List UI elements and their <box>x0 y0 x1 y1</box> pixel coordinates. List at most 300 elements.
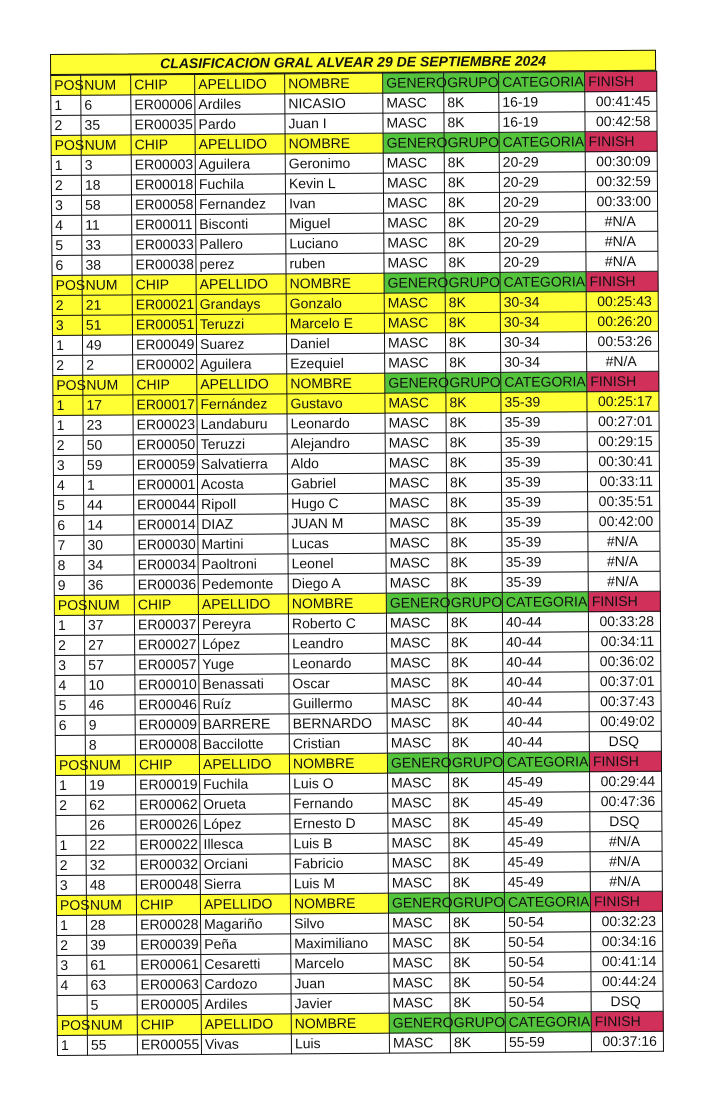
cell-finish: 00:37:43 <box>589 691 661 712</box>
cell-categoria: 35-39 <box>502 532 588 553</box>
cell-nombre: Alejandro <box>287 433 385 454</box>
cell-chip: ER00021 <box>132 294 196 314</box>
cell-pos: 2 <box>57 935 87 955</box>
cell-num: 59 <box>83 455 133 475</box>
header-genero: GENERO <box>389 1013 450 1033</box>
cell-apellido: Sierra <box>200 874 290 895</box>
cell-genero: MASC <box>385 433 446 453</box>
cell-pos: 2 <box>52 295 82 315</box>
cell-categoria: 50-54 <box>505 912 591 933</box>
cell-apellido: Orueta <box>200 794 290 815</box>
cell-finish: 00:30:41 <box>587 451 659 472</box>
cell-finish: 00:25:17 <box>587 391 659 412</box>
cell-num: 19 <box>86 775 136 795</box>
cell-grupo: 8K <box>445 212 500 232</box>
cell-pos: 2 <box>53 435 83 455</box>
cell-genero: MASC <box>386 493 447 513</box>
cell-pos: 1 <box>51 155 81 175</box>
cell-genero: MASC <box>389 933 450 953</box>
cell-nombre: Gabriel <box>287 473 385 494</box>
header-categoria: CATEGORIA <box>500 272 586 293</box>
cell-nombre: Leonel <box>288 553 386 574</box>
cell-apellido: perez <box>196 254 286 275</box>
cell-genero: MASC <box>388 813 449 833</box>
cell-pos: 4 <box>57 975 87 995</box>
cell-chip: ER00006 <box>131 94 195 114</box>
cell-pos: 4 <box>52 215 82 235</box>
cell-grupo: 8K <box>450 972 505 992</box>
header-apellido: APELLIDO <box>199 754 289 775</box>
cell-chip: ER00005 <box>137 994 201 1014</box>
sheet-title: CLASIFICACION GRAL ALVEAR 29 DE SEPTIEMBRE 2024 <box>50 50 656 75</box>
cell-grupo: 8K <box>445 232 500 252</box>
cell-grupo: 8K <box>445 292 500 312</box>
cell-num: 21 <box>82 295 132 315</box>
cell-pos: 8 <box>54 555 84 575</box>
cell-finish: 00:30:09 <box>585 151 657 172</box>
results-sheet <box>50 50 663 1056</box>
cell-categoria: 20-29 <box>500 212 586 233</box>
cell-apellido: López <box>199 634 289 655</box>
cell-apellido: Baccilotte <box>199 734 289 755</box>
cell-finish: 00:37:16 <box>591 1031 663 1052</box>
cell-genero: MASC <box>385 353 446 373</box>
header-grupo: GRUPO <box>450 1012 505 1032</box>
cell-finish: 00:36:02 <box>589 651 661 672</box>
cell-grupo: 8K <box>450 912 505 932</box>
cell-genero: MASC <box>387 673 448 693</box>
cell-chip: ER00039 <box>137 934 201 954</box>
cell-finish: 00:41:45 <box>585 91 657 112</box>
cell-grupo: 8K <box>447 572 502 592</box>
cell-finish: 00:41:14 <box>591 951 663 972</box>
cell-num: 37 <box>84 615 134 635</box>
cell-num: 14 <box>84 515 134 535</box>
cell-apellido: Magariño <box>201 914 291 935</box>
header-nombre: NOMBRE <box>289 753 387 774</box>
cell-chip: ER00018 <box>131 174 195 194</box>
header-nombre: NOMBRE <box>285 133 383 154</box>
header-genero: GENERO <box>383 73 444 93</box>
cell-genero: MASC <box>385 453 446 473</box>
cell-apellido: Fuchila <box>200 774 290 795</box>
cell-nombre: Leandro <box>289 633 387 654</box>
cell-nombre: Silvo <box>291 913 389 934</box>
cell-chip: ER00035 <box>131 114 195 134</box>
cell-categoria: 30-34 <box>501 352 587 373</box>
cell-pos: 1 <box>56 835 86 855</box>
cell-genero: MASC <box>387 733 448 753</box>
cell-categoria: 40-44 <box>503 672 589 693</box>
cell-grupo: 8K <box>446 432 501 452</box>
header-categoria: CATEGORIA <box>505 1012 591 1033</box>
header-pos: POS <box>54 595 84 615</box>
cell-finish: 00:42:00 <box>588 511 660 532</box>
cell-grupo: 8K <box>446 352 501 372</box>
cell-nombre: Leonardo <box>287 413 385 434</box>
cell-num: 51 <box>82 315 132 335</box>
cell-chip: ER00057 <box>135 654 199 674</box>
cell-categoria: 40-44 <box>503 632 589 653</box>
header-nombre: NOMBRE <box>290 893 388 914</box>
header-finish: FINISH <box>591 1011 663 1032</box>
cell-grupo: 8K <box>448 652 503 672</box>
cell-apellido: Fuchila <box>195 174 285 195</box>
cell-categoria: 40-44 <box>502 612 588 633</box>
cell-pos: 1 <box>56 775 86 795</box>
cell-nombre: NICASIO <box>285 93 383 114</box>
header-genero: GENERO <box>388 893 449 913</box>
cell-finish: 00:27:01 <box>587 411 659 432</box>
cell-finish: 00:37:01 <box>589 671 661 692</box>
cell-grupo: 8K <box>446 412 501 432</box>
header-grupo: GRUPO <box>444 132 499 152</box>
cell-apellido: Pereyra <box>198 614 288 635</box>
cell-finish: 00:34:11 <box>589 631 661 652</box>
cell-categoria: 45-49 <box>504 812 590 833</box>
cell-chip: ER00008 <box>135 734 199 754</box>
cell-apellido: Ripoll <box>198 494 288 515</box>
cell-chip: ER00011 <box>132 214 196 234</box>
cell-nombre: Luis M <box>290 873 388 894</box>
cell-pos: 1 <box>52 335 82 355</box>
cell-nombre: Marcelo <box>291 953 389 974</box>
cell-genero: MASC <box>389 953 450 973</box>
cell-pos: 6 <box>55 715 85 735</box>
cell-apellido: Suarez <box>196 334 286 355</box>
cell-categoria: 20-29 <box>500 232 586 253</box>
cell-num: 5 <box>87 995 137 1015</box>
cell-apellido: Teruzzi <box>196 314 286 335</box>
header-genero: GENERO <box>387 753 448 773</box>
cell-grupo: 8K <box>447 492 502 512</box>
header-num: NUM <box>81 135 131 155</box>
cell-grupo: 8K <box>448 712 503 732</box>
cell-nombre: Juan <box>291 973 389 994</box>
cell-chip: ER00028 <box>137 914 201 934</box>
cell-pos: 7 <box>54 535 84 555</box>
header-nombre: NOMBRE <box>291 1013 389 1034</box>
cell-genero: MASC <box>384 293 445 313</box>
cell-pos: 2 <box>53 355 83 375</box>
cell-apellido: DIAZ <box>198 514 288 535</box>
cell-pos: 2 <box>51 115 81 135</box>
cell-nombre: Marcelo E <box>286 313 384 334</box>
cell-apellido: Fernández <box>197 394 287 415</box>
cell-grupo: 8K <box>448 732 503 752</box>
cell-categoria: 45-49 <box>504 832 590 853</box>
cell-apellido: Pallero <box>196 234 286 255</box>
cell-chip: ER00017 <box>133 394 197 414</box>
cell-nombre: Ezequiel <box>287 353 385 374</box>
cell-categoria: 35-39 <box>501 392 587 413</box>
cell-nombre: Geronimo <box>285 153 383 174</box>
cell-num: 6 <box>81 95 131 115</box>
cell-pos: 3 <box>57 955 87 975</box>
cell-categoria: 50-54 <box>505 972 591 993</box>
cell-genero: MASC <box>389 973 450 993</box>
cell-num: 61 <box>87 955 137 975</box>
cell-nombre: Juan I <box>285 113 383 134</box>
cell-categoria: 30-34 <box>500 332 586 353</box>
cell-num: 8 <box>85 735 135 755</box>
cell-nombre: ruben <box>286 253 384 274</box>
cell-apellido: Benassati <box>199 674 289 695</box>
cell-finish: 00:44:24 <box>591 971 663 992</box>
cell-genero: MASC <box>385 473 446 493</box>
results-table <box>50 71 664 1056</box>
cell-finish: #N/A <box>588 551 660 572</box>
cell-pos: 6 <box>52 255 82 275</box>
header-genero: GENERO <box>385 373 446 393</box>
cell-num: 34 <box>84 555 134 575</box>
cell-grupo: 8K <box>447 512 502 532</box>
cell-finish: 00:33:00 <box>585 191 657 212</box>
cell-apellido: Ardiles <box>201 994 291 1015</box>
cell-nombre: Fernando <box>290 793 388 814</box>
cell-apellido: Illesca <box>200 834 290 855</box>
cell-pos <box>55 735 85 755</box>
cell-num: 39 <box>87 935 137 955</box>
cell-pos: 5 <box>54 495 84 515</box>
cell-pos <box>56 815 86 835</box>
cell-genero: MASC <box>389 1033 450 1053</box>
header-genero: GENERO <box>383 133 444 153</box>
cell-chip: ER00058 <box>131 194 195 214</box>
cell-pos: 3 <box>56 875 86 895</box>
cell-categoria: 35-39 <box>501 432 587 453</box>
cell-grupo: 8K <box>449 852 504 872</box>
cell-categoria: 35-39 <box>502 512 588 533</box>
cell-apellido: Pardo <box>195 114 285 135</box>
cell-nombre: Lucas <box>288 533 386 554</box>
cell-nombre: Javier <box>291 993 389 1014</box>
cell-num: 2 <box>83 355 133 375</box>
cell-nombre: Luis <box>291 1033 389 1054</box>
header-chip: CHIP <box>135 754 199 774</box>
cell-finish: 00:42:58 <box>585 111 657 132</box>
cell-pos: 3 <box>55 655 85 675</box>
cell-chip: ER00033 <box>132 234 196 254</box>
cell-categoria: 20-29 <box>499 172 585 193</box>
cell-nombre: BERNARDO <box>289 713 387 734</box>
cell-nombre: Cristian <box>289 733 387 754</box>
cell-num: 38 <box>82 255 132 275</box>
cell-nombre: Kevin L <box>285 173 383 194</box>
cell-pos: 2 <box>51 175 81 195</box>
cell-categoria: 50-54 <box>505 992 591 1013</box>
cell-chip: ER00037 <box>134 614 198 634</box>
cell-categoria: 55-59 <box>505 1032 591 1053</box>
header-grupo: GRUPO <box>448 752 503 772</box>
cell-genero: MASC <box>383 173 444 193</box>
cell-grupo: 8K <box>448 672 503 692</box>
cell-nombre: Luis B <box>290 833 388 854</box>
cell-grupo: 8K <box>450 1032 505 1052</box>
cell-categoria: 50-54 <box>505 952 591 973</box>
cell-nombre: Gustavo <box>287 393 385 414</box>
cell-nombre: Guillermo <box>289 693 387 714</box>
cell-grupo: 8K <box>444 112 499 132</box>
cell-pos: 1 <box>54 615 84 635</box>
cell-num: 26 <box>86 815 136 835</box>
cell-categoria: 35-39 <box>502 572 588 593</box>
cell-chip: ER00048 <box>136 874 200 894</box>
header-nombre: NOMBRE <box>288 593 386 614</box>
cell-finish: DSQ <box>590 811 662 832</box>
cell-finish: 00:26:20 <box>586 311 658 332</box>
cell-categoria: 45-49 <box>504 852 590 873</box>
cell-grupo: 8K <box>447 532 502 552</box>
cell-finish: 00:53:26 <box>586 331 658 352</box>
cell-genero: MASC <box>388 793 449 813</box>
cell-apellido: Fernandez <box>195 194 285 215</box>
header-categoria: CATEGORIA <box>503 752 589 773</box>
cell-grupo: 8K <box>448 632 503 652</box>
header-grupo: GRUPO <box>445 272 500 292</box>
cell-num: 32 <box>86 855 136 875</box>
header-nombre: NOMBRE <box>286 273 384 294</box>
header-chip: CHIP <box>131 134 195 154</box>
cell-genero: MASC <box>386 553 447 573</box>
header-grupo: GRUPO <box>449 892 504 912</box>
cell-categoria: 16-19 <box>499 112 585 133</box>
cell-nombre: Hugo C <box>288 493 386 514</box>
cell-genero: MASC <box>388 773 449 793</box>
cell-chip: ER00026 <box>136 814 200 834</box>
cell-apellido: Aguilera <box>195 154 285 175</box>
cell-num: 9 <box>85 715 135 735</box>
cell-chip: ER00023 <box>133 414 197 434</box>
cell-genero: MASC <box>383 113 444 133</box>
cell-finish: #N/A <box>588 531 660 552</box>
cell-grupo: 8K <box>444 152 499 172</box>
cell-pos: 3 <box>52 315 82 335</box>
cell-finish: #N/A <box>588 571 660 592</box>
cell-finish: 00:25:43 <box>586 291 658 312</box>
cell-apellido: Cesaretti <box>201 954 291 975</box>
cell-apellido: Landaburu <box>197 414 287 435</box>
header-categoria: CATEGORIA <box>502 592 588 613</box>
cell-chip: ER00038 <box>132 254 196 274</box>
cell-genero: MASC <box>384 233 445 253</box>
cell-categoria: 50-54 <box>505 932 591 953</box>
cell-chip: ER00063 <box>137 974 201 994</box>
cell-pos: 6 <box>54 515 84 535</box>
cell-num: 23 <box>83 415 133 435</box>
cell-pos: 4 <box>55 675 85 695</box>
header-finish: FINISH <box>586 271 658 292</box>
cell-num: 3 <box>81 155 131 175</box>
cell-pos: 2 <box>56 795 86 815</box>
cell-grupo: 8K <box>444 92 499 112</box>
cell-chip: ER00009 <box>135 714 199 734</box>
cell-grupo: 8K <box>446 392 501 412</box>
cell-nombre: Ernesto D <box>290 813 388 834</box>
cell-nombre: Leonardo <box>289 653 387 674</box>
cell-chip: ER00044 <box>134 494 198 514</box>
cell-grupo: 8K <box>449 832 504 852</box>
cell-apellido: Grandays <box>196 294 286 315</box>
header-chip: CHIP <box>133 374 197 394</box>
results-body <box>51 71 664 1055</box>
header-chip: CHIP <box>136 894 200 914</box>
cell-grupo: 8K <box>447 552 502 572</box>
cell-genero: MASC <box>388 833 449 853</box>
cell-nombre: Oscar <box>289 673 387 694</box>
cell-num: 50 <box>83 435 133 455</box>
cell-apellido: Ardiles <box>195 94 285 115</box>
cell-genero: MASC <box>387 633 448 653</box>
cell-categoria: 40-44 <box>503 712 589 733</box>
header-grupo: GRUPO <box>444 72 499 92</box>
cell-grupo: 8K <box>444 192 499 212</box>
cell-num: 30 <box>84 535 134 555</box>
cell-genero: MASC <box>387 713 448 733</box>
cell-genero: MASC <box>388 873 449 893</box>
header-categoria: CATEGORIA <box>499 72 585 93</box>
cell-num: 49 <box>82 335 132 355</box>
cell-grupo: 8K <box>449 792 504 812</box>
cell-num: 55 <box>87 1035 137 1055</box>
cell-categoria: 30-34 <box>500 312 586 333</box>
cell-finish: #N/A <box>590 851 662 872</box>
cell-genero: MASC <box>384 313 445 333</box>
cell-genero: MASC <box>385 413 446 433</box>
cell-grupo: 8K <box>444 172 499 192</box>
cell-num: 33 <box>82 235 132 255</box>
cell-finish: DSQ <box>591 991 663 1012</box>
cell-genero: MASC <box>386 513 447 533</box>
cell-finish: #N/A <box>587 351 659 372</box>
cell-categoria: 20-29 <box>499 192 585 213</box>
cell-chip: ER00049 <box>132 334 196 354</box>
cell-nombre: Aldo <box>287 453 385 474</box>
table-row <box>57 1031 663 1055</box>
cell-nombre: Maximiliano <box>291 933 389 954</box>
header-pos: POS <box>55 755 85 775</box>
cell-num: 48 <box>86 875 136 895</box>
cell-apellido: Bisconti <box>196 214 286 235</box>
cell-pos: 9 <box>54 575 84 595</box>
cell-nombre: JUAN M <box>288 513 386 534</box>
header-finish: FINISH <box>585 71 657 92</box>
cell-nombre: Miguel <box>286 213 384 234</box>
header-num: NUM <box>87 1015 137 1035</box>
header-genero: GENERO <box>386 593 447 613</box>
cell-pos: 2 <box>56 855 86 875</box>
cell-grupo: 8K <box>445 332 500 352</box>
cell-apellido: Ruíz <box>199 694 289 715</box>
cell-pos: 1 <box>57 915 87 935</box>
header-finish: FINISH <box>590 891 662 912</box>
header-nombre: NOMBRE <box>287 373 385 394</box>
cell-chip: ER00050 <box>133 434 197 454</box>
cell-finish: 00:32:59 <box>585 171 657 192</box>
cell-num: 27 <box>85 635 135 655</box>
cell-chip: ER00062 <box>136 794 200 814</box>
header-categoria: CATEGORIA <box>501 372 587 393</box>
cell-apellido: Pedemonte <box>198 574 288 595</box>
header-chip: CHIP <box>137 1014 201 1034</box>
cell-chip: ER00034 <box>134 554 198 574</box>
cell-categoria: 45-49 <box>504 792 590 813</box>
cell-genero: MASC <box>387 693 448 713</box>
cell-num: 44 <box>84 495 134 515</box>
cell-grupo: 8K <box>445 312 500 332</box>
header-apellido: APELLIDO <box>195 74 285 95</box>
cell-apellido: Peña <box>201 934 291 955</box>
